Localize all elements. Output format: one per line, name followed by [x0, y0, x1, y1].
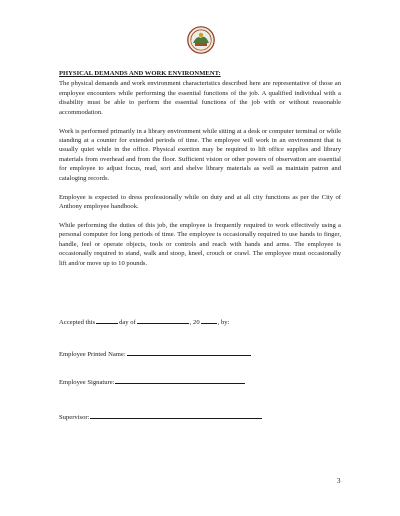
- supervisor-row: [59, 411, 341, 421]
- section-heading: PHYSICAL DEMANDS AND WORK ENVIRONMENT:: [59, 70, 221, 77]
- printed-name-label: Employee Printed Name:: [59, 351, 126, 358]
- supervisor-label: Supervisor:: [59, 414, 90, 421]
- supervisor-field[interactable]: [90, 411, 262, 419]
- acceptance-day-of: day of: [119, 319, 136, 326]
- page-number: 3: [337, 477, 341, 485]
- signature-row: [59, 376, 341, 386]
- document-body: [59, 69, 341, 278]
- paragraph: Work is performed primarily in a library environment while sitting at a desk or computer terminal or while standing at a counter for extended periods of time. The employee will work in an environment that is usually quiet while in the office. Physical exertion may be required to lift office supplies and library materials from overhead and from the floor. Sufficient vision or other powers of observation are essential for employee to adjust focus, read, sort and shelve library materials as well as maintain patron and cataloging records.: [59, 127, 341, 182]
- paragraph: The physical demands and work environment characteristics described here are representative of those an employee encounters while performing the essential functions of the job. A qualified individual with a disability must be able to perform the essential functions of the job with or without reasonable accommodation.: [59, 80, 341, 116]
- paragraph: Employee is expected to dress professionally while on duty and at all city functions as per the City of Anthony employee handbook.: [59, 193, 341, 211]
- signature-field[interactable]: [115, 376, 245, 384]
- printed-name-field[interactable]: [127, 348, 251, 356]
- city-seal-logo: [187, 26, 215, 54]
- acceptance-year-prefix: , 20: [189, 319, 200, 326]
- paragraph: While performing the duties of this job, the employee is frequently required to work effectively using a personal computer for long periods of time. The employee is occasionally required to use hands to finger, handle, feel or operate objects, tools or controls and reach with hands and arms. The employee is occasionally required to stand, walk and stoop, kneel, crouch or crawl. The employee must occasionally lift and/or move up to 10 pounds.: [59, 222, 341, 267]
- month-blank[interactable]: [137, 316, 189, 324]
- printed-name-row: [59, 348, 341, 358]
- day-blank[interactable]: [96, 316, 118, 324]
- acceptance-prefix: Accepted this: [59, 319, 96, 326]
- year-blank[interactable]: [201, 316, 217, 324]
- acceptance-line: [59, 316, 341, 326]
- acceptance-suffix: , by:: [217, 319, 230, 326]
- signature-label: Employee Signature:: [59, 379, 115, 386]
